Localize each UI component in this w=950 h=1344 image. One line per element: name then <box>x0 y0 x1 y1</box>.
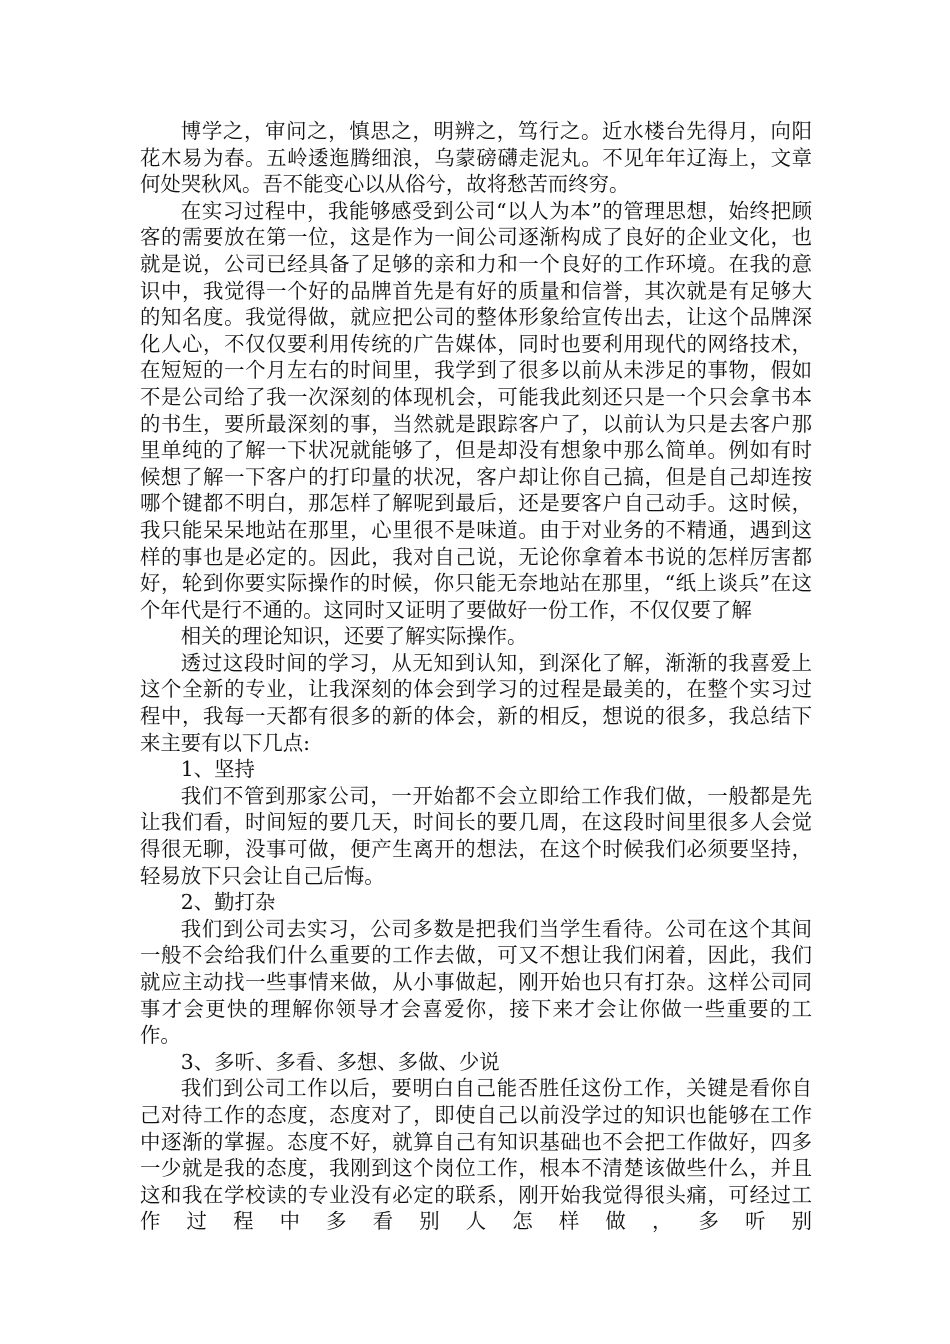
paragraph-persist: 我们不管到那家公司，一开始都不会立即给工作我们做，一般都是先让我们看，时间短的要几天，时间长的要几周，在这段时间里很多人会觉得很无聊，没事可做，便产生离开的想法，在这个时候我们必须要坚持，轻易放下只会让自己后悔。 <box>140 783 812 888</box>
paragraph-odd-jobs: 我们到公司去实习，公司多数是把我们当学生看待。公司在这个其间一般不会给我们什么重要的工作去做，可又不想让我们闲着，因此，我们就应主动找一些事情来做，从小事做起，刚开始也只有打杂。这样公司同事才会更快的理解你领导才会喜爱你，接下来才会让你做一些重要的工作。 <box>140 916 812 1048</box>
paragraph-listen-watch: 我们到公司工作以后，要明白自己能否胜任这份工作，关键是看你自己对待工作的态度，态度对了，即使自己以前没学过的知识也能够在工作中逐渐的掌握。态度不好，就算自己有知识基础也不会把工作做好，四多一少就是我的态度，我刚到这个岗位工作，根本不清楚该做些什么，并且这和我在学校读的专业没有必定的联系，刚开始我觉得很头痛，可经过工作过程中多看别人怎样做，多听别 <box>140 1076 812 1234</box>
heading-persist: 1、坚持 <box>180 757 255 782</box>
heading-listen-watch: 3、多听、多看、多想、多做、少说 <box>180 1049 500 1074</box>
document-body <box>140 118 812 1235</box>
heading-odd-jobs: 2、勤打杂 <box>180 890 276 915</box>
paragraph-theory-practice: 相关的理论知识，还要了解实际操作。 <box>180 624 528 649</box>
paragraph-summary: 透过这段时间的学习，从无知到认知，到深化了解，渐渐的我喜爱上这个全新的专业，让我深刻的体会到学习的过程是最美的，在整个实习过程中，我每一天都有很多的新的体会，新的相反，想说的很多，我总结下来主要有以下几点: <box>140 650 812 755</box>
paragraph-internship-process: 在实习过程中，我能够感受到公司“以人为本”的管理思想，始终把顾客的需要放在第一位，这是作为一间公司逐渐构成了良好的企业文化，也就是说，公司已经具备了足够的亲和力和一个良好的工作环境。在我的意识中，我觉得一个好的品牌首先是有好的质量和信誉，其次就是有足够大的知名度。我觉得做，就应把公司的整体形象给宣传出去，让这个品牌深化人心，不仅仅要利用传统的广告媒体，同时也要利用现代的网络技术，在短短的一个月左右的时间里，我学到了很多以前从未涉足的事物，假如不是公司给了我一次深刻的体现机会，可能我此刻还只是一个只会拿书本的书生，要所最深刻的事，当然就是跟踪客户了，以前认为只是去客户那里单纯的了解一下状况就能够了，但是却没有想象中那么简单。例如有时候想了解一下客户的打印量的状况，客户却让你自己搞，但是自己却连按哪个键都不明白，那怎样了解呢到最后，还是要客户自己动手。这时候，我只能呆呆地站在那里，心里很不是味道。由于对业务的不精通，遇到这样的事也是必定的。因此，我对自己说，无论你拿着本书说的怎样厉害都好，轮到你要实际操作的时候，你只能无奈地站在那里，“纸上谈兵”在这个年代是行不通的。这同时又证明了要做好一份工作，不仅仅要了解 <box>140 198 812 622</box>
paragraph-intro-quote: 博学之，审问之，慎思之，明辨之，笃行之。近水楼台先得月，向阳花木易为春。五岭逶迤腾细浪，乌蒙磅礴走泥丸。不见年年辽海上，文章何处哭秋风。吾不能变心以从俗兮，故将愁苦而终穷。 <box>140 119 812 197</box>
